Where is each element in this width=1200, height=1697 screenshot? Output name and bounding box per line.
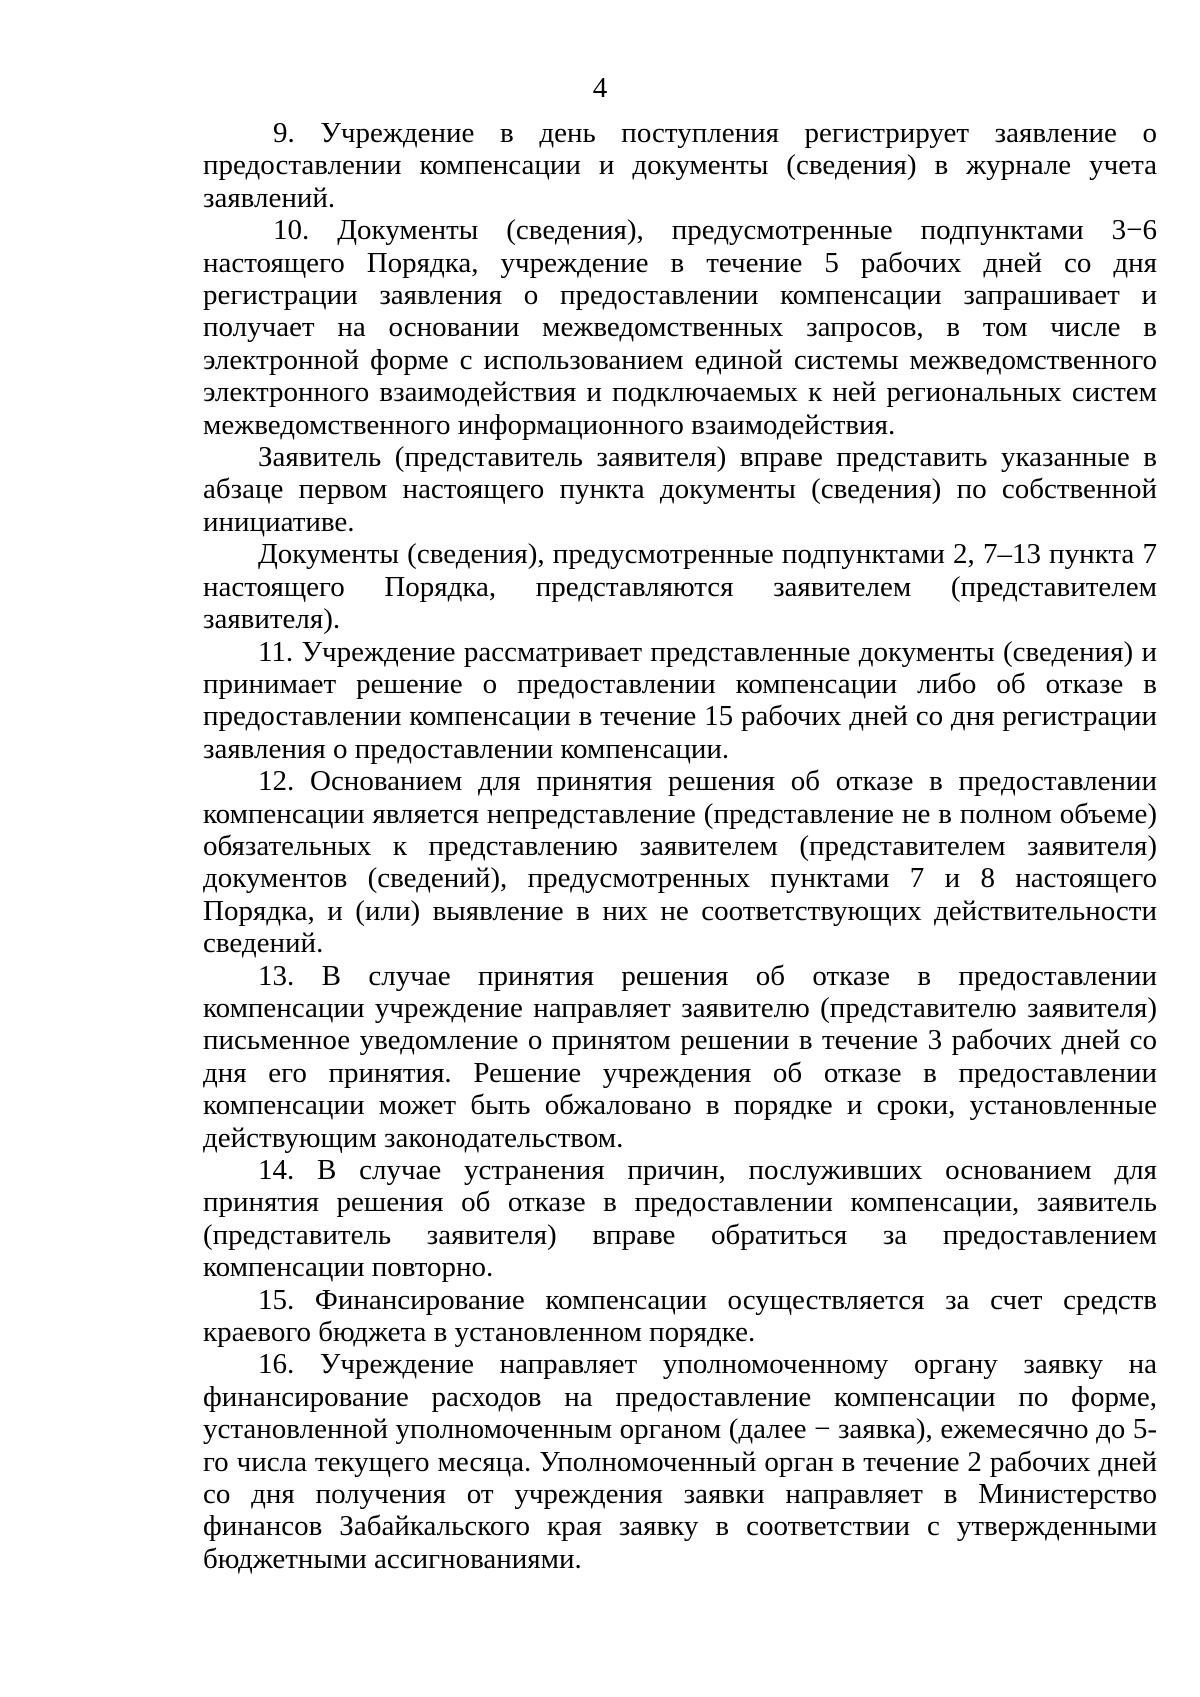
paragraph-item-12: 12. Основанием для принятия решения об отказе в предоставлении компенсации является непредставление (представление не в полном объеме) обязательных к представлению заявителем (представителем заявителя) документов (сведений), предусмотренных пунктами 7 и 8 настоящего Порядка, и (или) выявление в них не соответствующих действительности сведений. xyxy=(203,765,1157,960)
paragraph-item-13: 13. В случае принятия решения об отказе в предоставлении компенсации учреждение направляет заявителю (представителю заявителя) письменное уведомление о принятом решении в течение 3 рабочих дней со дня его принятия. Решение учреждения об отказе в предоставлении компенсации может быть обжаловано в порядке и сроки, установленные действующим законодательством. xyxy=(203,959,1157,1154)
paragraph-item-10-applicant-documents: Документы (сведения), предусмотренные подпунктами 2, 7–13 пункта 7 настоящего Порядка, представляются заявителем (представителем заявителя). xyxy=(203,538,1157,636)
page-number: 4 xyxy=(592,72,608,104)
paragraph-item-10: 10. Документы (сведения), предусмотренные подпунктами 3−6 настоящего Порядка, учреждение в течение 5 рабочих дней со дня регистрации заявления о предоставлении компенсации запрашивает и получает на основании межведомственных запросов, в том числе в электронной форме с использованием единой системы межведомственного электронного взаимодействия и подключаемых к ней региональных систем межведомственного информационного взаимодействия. xyxy=(203,214,1157,441)
paragraph-item-9: 9. Учреждение в день поступления регистрирует заявление о предоставлении компенсации и документы (сведения) в журнале учета заявлений. xyxy=(203,117,1157,214)
paragraph-item-16: 16. Учреждение направляет уполномоченному органу заявку на финансирование расходов на предоставление компенсации по форме, установленной уполномоченным органом (далее − заявка), ежемесячно до 5-го числа текущего месяца. Уполномоченный орган в течение 2 рабочих дней со дня получения от учреждения заявки направляет в Министерство финансов Забайкальского края заявку в соответствии с утвержденными бюджетными ассигнованиями. xyxy=(203,1348,1157,1575)
paragraph-item-15: 15. Финансирование компенсации осуществляется за счет средств краевого бюджета в установленном порядке. xyxy=(203,1283,1157,1349)
paragraph-item-10-applicant-right: Заявитель (представитель заявителя) вправе представить указанные в абзаце первом настоящего пункта документы (сведения) по собственной инициативе. xyxy=(203,441,1157,538)
paragraph-item-11: 11. Учреждение рассматривает представленные документы (сведения) и принимает решение о предоставлении компенсации либо об отказе в предоставлении компенсации в течение 15 рабочих дней со дня регистрации заявления о предоставлении компенсации. xyxy=(203,635,1157,765)
document-body xyxy=(203,117,1157,1575)
paragraph-item-14: 14. В случае устранения причин, послуживших основанием для принятия решения об отказе в предоставлении компенсации, заявитель (представитель заявителя) вправе обратиться за предоставлением компенсации повторно. xyxy=(203,1154,1157,1284)
